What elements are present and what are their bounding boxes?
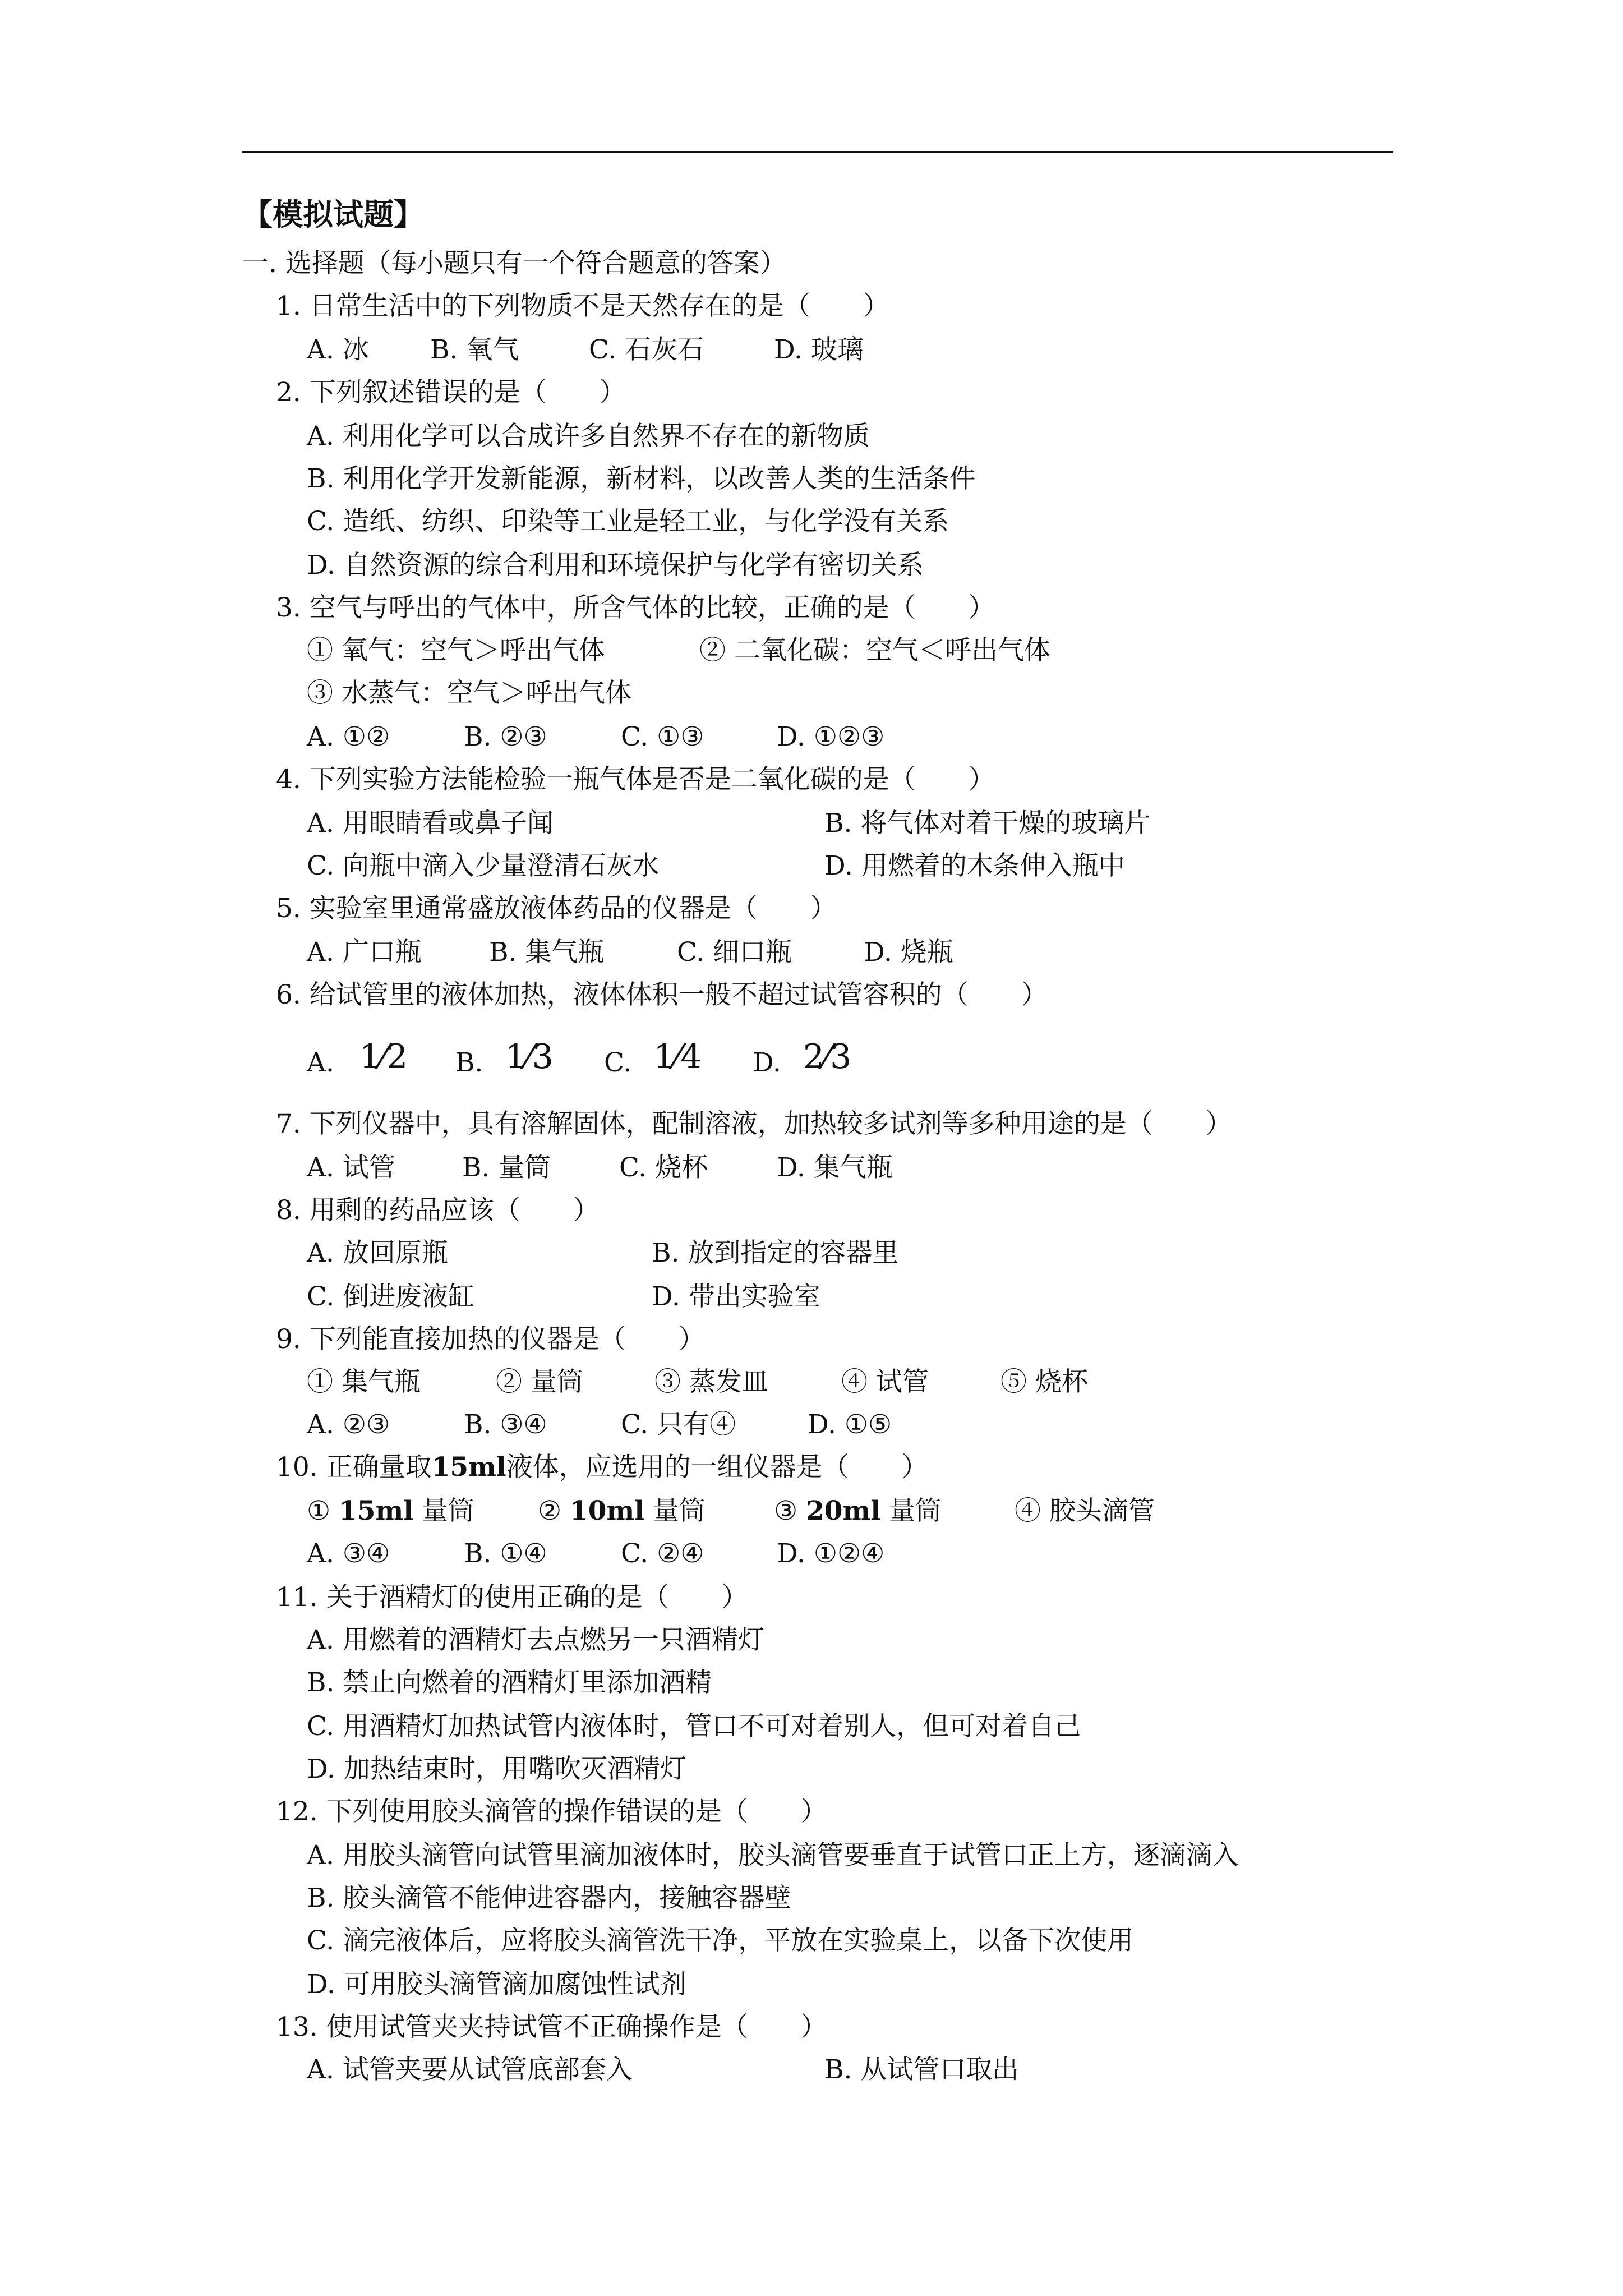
question-13-options — [307, 2053, 1428, 2087]
option-c: C. 倒进废液缸 — [307, 1281, 475, 1312]
option-letter: C. — [604, 1047, 632, 1078]
option-a: A. 利用化学可以合成许多自然界不存在的新物质 — [307, 421, 870, 452]
statement-item: ② 量筒 — [496, 1366, 583, 1397]
statement-item: ③ 蒸发皿 — [654, 1366, 768, 1397]
item-number: ① — [307, 1496, 331, 1526]
section-title: 【模拟试题】 — [242, 196, 424, 232]
item-label: 量筒 — [422, 1496, 475, 1526]
question-11-stem: 11. 关于酒精灯的使用正确的是（ ） — [276, 1582, 748, 1613]
question-8-options-row1 — [307, 1236, 1428, 1270]
option-d: D. ①②③ — [777, 721, 885, 752]
option-a: A. ③④ — [307, 1538, 390, 1569]
volume-value: 20ml — [806, 1496, 881, 1526]
question-4-stem: 4. 下列实验方法能检验一瓶气体是否是二氧化碳的是（ ） — [276, 764, 995, 795]
option-d: D. 带出实验室 — [652, 1281, 820, 1312]
option-c: C. 烧杯 — [619, 1152, 708, 1183]
option-b: B. ②③ — [464, 721, 547, 752]
question-8-stem: 8. 用剩的药品应该（ ） — [276, 1195, 600, 1226]
option-d: D. 用燃着的木条伸入瓶中 — [824, 850, 1125, 881]
question-7-options — [307, 1151, 1428, 1185]
question-10-options — [307, 1537, 1428, 1571]
question-8-options-row2 — [307, 1280, 1428, 1314]
question-5-stem: 5. 实验室里通常盛放液体药品的仪器是（ ） — [276, 893, 837, 924]
option-d: D. 玻璃 — [774, 334, 864, 365]
statement-item: ① 集气瓶 — [307, 1366, 421, 1397]
option-d: D. 自然资源的综合利用和环境保护与化学有密切关系 — [307, 550, 924, 581]
option-b: B. ①④ — [464, 1538, 547, 1569]
part-heading: 一. 选择题（每小题只有一个符合题意的答案） — [242, 248, 786, 279]
question-9-stem: 9. 下列能直接加热的仪器是（ ） — [276, 1324, 705, 1355]
question-9-items — [307, 1365, 1428, 1399]
question-4-options-row1 — [307, 807, 1428, 840]
question-10-stem — [276, 1451, 928, 1484]
item-number: ③ — [774, 1496, 798, 1526]
option-d: D. 集气瓶 — [777, 1152, 893, 1183]
option-b: B. 禁止向燃着的酒精灯里添加酒精 — [307, 1667, 712, 1698]
option-c: C. 只有④ — [621, 1409, 736, 1440]
option-b: B. 集气瓶 — [489, 937, 605, 968]
option-d: D. 加热结束时，用嘴吹灭酒精灯 — [307, 1754, 686, 1784]
statement-item: ① 氧气：空气＞呼出气体 — [307, 635, 605, 666]
option-b: B. 胶头滴管不能伸进容器内，接触容器壁 — [307, 1883, 791, 1913]
statement-item: ③ 水蒸气：空气＞呼出气体 — [307, 678, 631, 708]
question-10-items — [307, 1494, 1428, 1528]
item-number: ② — [538, 1496, 562, 1526]
option-a: A. 放回原瓶 — [307, 1237, 448, 1268]
option-b: B. 放到指定的容器里 — [652, 1237, 899, 1268]
question-3-items — [307, 634, 1428, 668]
fraction-value — [505, 1037, 554, 1080]
statement-item — [538, 1494, 706, 1528]
option-b — [455, 1038, 554, 1085]
option-b: B. 利用化学开发新能源，新材料，以改善人类的生活条件 — [307, 463, 976, 494]
fraction-value — [359, 1037, 408, 1080]
option-a: A. 用燃着的酒精灯去点燃另一只酒精灯 — [307, 1625, 764, 1655]
question-7-stem: 7. 下列仪器中，具有溶解固体，配制溶液，加热较多试剂等多种用途的是（ ） — [276, 1108, 1232, 1139]
option-c: C. ①③ — [621, 721, 704, 752]
question-2-stem: 2. 下列叙述错误的是（ ） — [276, 377, 626, 408]
option-d: D. 烧瓶 — [864, 937, 953, 968]
statement-item: ⑤ 烧杯 — [1000, 1366, 1088, 1397]
question-1-stem: 1. 日常生活中的下列物质不是天然存在的是（ ） — [276, 291, 889, 321]
question-5-options — [307, 936, 1428, 969]
question-13-stem: 13. 使用试管夹夹持试管不正确操作是（ ） — [276, 2012, 827, 2042]
question-1-options — [307, 333, 1428, 367]
option-letter: A. — [307, 1047, 334, 1078]
statement-item: ④ 试管 — [841, 1366, 929, 1397]
fraction-text: 1⁄3 — [505, 1037, 554, 1076]
fraction-text: 1⁄2 — [359, 1037, 408, 1076]
option-b: B. 将气体对着干燥的玻璃片 — [824, 808, 1151, 839]
option-b: B. ③④ — [464, 1409, 547, 1440]
option-b: B. 从试管口取出 — [824, 2054, 1019, 2085]
option-letter: B. — [455, 1047, 483, 1078]
option-c — [604, 1038, 702, 1085]
fraction-value — [803, 1037, 852, 1080]
question-3-options — [307, 720, 1428, 754]
volume-value: 15ml — [431, 1452, 506, 1483]
question-12-stem: 12. 下列使用胶头滴管的操作错误的是（ ） — [276, 1796, 827, 1827]
question-3-stem: 3. 空气与呼出的气体中，所含气体的比较，正确的是（ ） — [276, 592, 995, 623]
volume-value: 10ml — [570, 1496, 645, 1526]
stem-text: 液体，应选用的一组仪器是（ ） — [506, 1452, 928, 1483]
option-b: B. 量筒 — [462, 1152, 551, 1183]
fraction-value — [653, 1037, 702, 1080]
stem-text: 10. 正确量取 — [276, 1452, 432, 1483]
option-c: C. 石灰石 — [589, 334, 704, 365]
option-a — [307, 1038, 408, 1085]
fraction-text: 2⁄3 — [803, 1037, 852, 1076]
option-c: C. 造纸、纺织、印染等工业是轻工业，与化学没有关系 — [307, 506, 949, 537]
question-6-stem: 6. 给试管里的液体加热，液体体积一般不超过试管容积的（ ） — [276, 979, 1048, 1010]
statement-item: ④ 胶头滴管 — [1015, 1496, 1155, 1526]
option-c: C. ②④ — [621, 1538, 704, 1569]
question-6-options — [307, 1038, 1428, 1083]
header-rule — [242, 151, 1393, 153]
volume-value: 15ml — [339, 1496, 414, 1526]
statement-item — [774, 1494, 942, 1528]
item-label: 量筒 — [889, 1496, 942, 1526]
statement-item — [307, 1494, 474, 1528]
option-d: D. 可用胶头滴管滴加腐蚀性试剂 — [307, 1969, 686, 2000]
option-d — [753, 1038, 851, 1085]
option-a: A. 用眼睛看或鼻子闻 — [307, 808, 554, 839]
option-a: A. 试管 — [307, 1152, 395, 1183]
option-c: C. 向瓶中滴入少量澄清石灰水 — [307, 850, 660, 881]
option-a: A. ①② — [307, 721, 390, 752]
option-d: D. ①②④ — [777, 1538, 885, 1569]
option-c: C. 用酒精灯加热试管内液体时，管口不可对着别人，但可对着自己 — [307, 1711, 1081, 1742]
item-label: 量筒 — [653, 1496, 706, 1526]
option-b: B. 氧气 — [430, 334, 519, 365]
statement-item: ② 二氧化碳：空气＜呼出气体 — [699, 635, 1050, 666]
question-9-options — [307, 1408, 1428, 1442]
option-a: A. 试管夹要从试管底部套入 — [307, 2054, 633, 2085]
question-4-options-row2 — [307, 849, 1428, 883]
option-letter: D. — [753, 1047, 781, 1078]
option-c: C. 滴完液体后，应将胶头滴管洗干净，平放在实验桌上，以备下次使用 — [307, 1925, 1134, 1956]
option-a: A. 用胶头滴管向试管里滴加液体时，胶头滴管要垂直于试管口正上方，逐滴滴入 — [307, 1840, 1239, 1871]
fraction-text: 1⁄4 — [653, 1037, 702, 1076]
option-a: A. ②③ — [307, 1409, 390, 1440]
option-c: C. 细口瓶 — [677, 937, 792, 968]
option-a: A. 广口瓶 — [307, 937, 422, 968]
option-a: A. 冰 — [307, 334, 369, 365]
option-d: D. ①⑤ — [808, 1409, 892, 1440]
